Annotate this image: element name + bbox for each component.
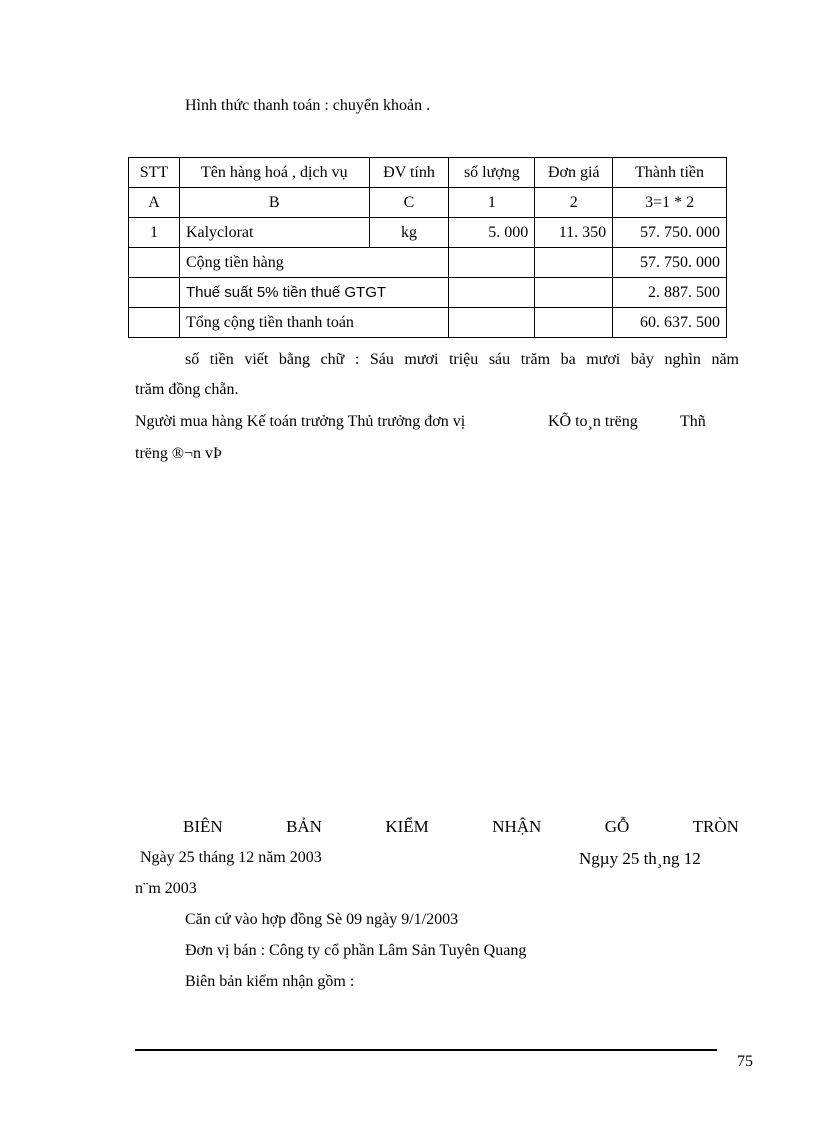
title-word: TRÒN — [692, 817, 739, 836]
seller: Đơn vị bán : Công ty cổ phần Lâm Sản Tuyên Quang — [185, 942, 527, 959]
title-word: BIÊN — [183, 817, 223, 836]
payment-method: Hình thức thanh toán : chuyển khoản . — [185, 97, 431, 114]
header-price: Đơn giá — [535, 158, 613, 188]
item-unit: kg — [369, 218, 449, 248]
empty-cell — [449, 308, 535, 338]
table-code-row — [129, 188, 727, 218]
empty-cell — [535, 308, 613, 338]
header-stt: STT — [129, 158, 180, 188]
code-2: 2 — [535, 188, 613, 218]
signature-garbled-1: KÕ to¸n trëng — [548, 413, 638, 430]
date-garbled-1: Ngµy 25 th¸ng 12 — [579, 849, 701, 868]
code-3: 3=1 * 2 — [613, 188, 727, 218]
contract-basis: Căn cứ vào hợp đồng Sè 09 ngày 9/1/2003 — [185, 911, 459, 928]
empty-cell — [535, 248, 613, 278]
title-word: NHẬN — [492, 817, 542, 836]
item-name: Kalyclorat — [179, 218, 369, 248]
tax-amount: 2. 887. 500 — [613, 278, 727, 308]
invoice-table — [128, 157, 727, 338]
header-amount: Thành tiền — [613, 158, 727, 188]
title-word: KIỂM — [385, 817, 429, 836]
date-line: Ngày 25 tháng 12 năm 2003 — [140, 849, 322, 866]
item-amount: 57. 750. 000 — [613, 218, 727, 248]
amount-in-words-line-2: trăm đồng chẵn. — [135, 381, 239, 398]
table-subtotal-row — [129, 248, 727, 278]
code-c: C — [369, 188, 449, 218]
page-number: 75 — [737, 1053, 753, 1070]
signature-titles: Người mua hàng Kế toán trưởng Thủ trưởng đơn vị — [135, 413, 466, 430]
empty-cell — [129, 278, 180, 308]
signature-garbled-3: trëng ®¬n vÞ — [135, 445, 222, 462]
table-total-row — [129, 308, 727, 338]
item-price: 11. 350 — [535, 218, 613, 248]
header-unit: ĐV tính — [369, 158, 449, 188]
table-tax-row — [129, 278, 727, 308]
code-a: A — [129, 188, 180, 218]
table-header-row — [129, 158, 727, 188]
table-item-row — [129, 218, 727, 248]
date-garbled-2: n¨m 2003 — [135, 880, 197, 897]
subtotal-label: Cộng tiền hàng — [179, 248, 448, 278]
empty-cell — [449, 248, 535, 278]
tax-label: Thuế suất 5% tiền thuế GTGT — [179, 278, 448, 308]
minutes-include: Biên bản kiểm nhận gồm : — [185, 973, 355, 990]
empty-cell — [449, 278, 535, 308]
header-quantity: số lượng — [449, 158, 535, 188]
empty-cell — [129, 248, 180, 278]
amount-in-words-line-1: số tiền viết bằng chữ : Sáu mươi triệu sáu trăm ba mươi bảy nghìn năm — [185, 351, 739, 368]
empty-cell — [535, 278, 613, 308]
item-stt: 1 — [129, 218, 180, 248]
item-quantity: 5. 000 — [449, 218, 535, 248]
title-word: BẢN — [286, 817, 322, 836]
total-label: Tổng cộng tiền thanh toán — [179, 308, 448, 338]
code-1: 1 — [449, 188, 535, 218]
footer-rule — [135, 1049, 717, 1051]
total-amount: 60. 637. 500 — [613, 308, 727, 338]
title-word: GỖ — [604, 817, 630, 836]
header-name: Tên hàng hoá , dịch vụ — [179, 158, 369, 188]
signature-garbled-2: Thñ — [680, 413, 706, 430]
empty-cell — [129, 308, 180, 338]
subtotal-amount: 57. 750. 000 — [613, 248, 727, 278]
section-title — [183, 817, 739, 837]
code-b: B — [179, 188, 369, 218]
